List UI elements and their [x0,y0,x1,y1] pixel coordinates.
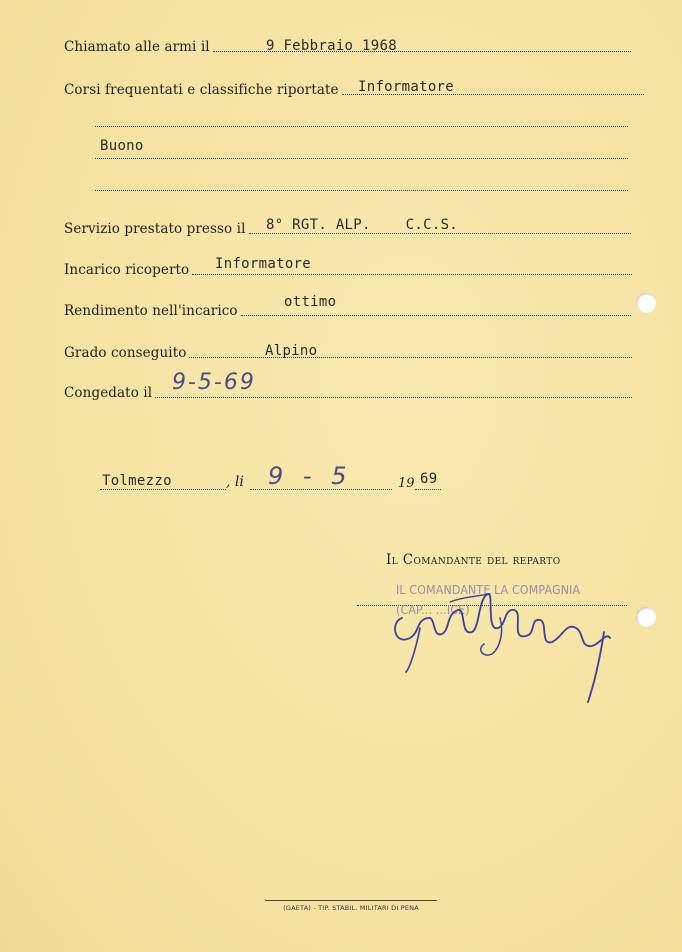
value-grado: Alpino [265,343,318,359]
dotted-line [95,190,628,191]
dotted-line [189,357,632,358]
value-congedato-handwritten: 9-5-69 [172,370,256,395]
value-rendimento: ottimo [284,294,337,310]
field-grado [64,345,632,361]
signature-scribble [380,588,620,708]
stamp-line-1: IL COMANDANTE LA COMPAGNIA [396,582,581,597]
label-grado: Grado conseguito [64,345,187,361]
label-corsi: Corsi frequentati e classifiche riportate [64,82,339,98]
dotted-line [95,126,628,127]
dotted-line [155,397,632,398]
punch-hole [636,607,656,627]
dotted-line [241,315,631,316]
value-corsi-2: Buono [100,138,144,154]
field-rendimento [64,303,631,319]
date-year-suffix: 69 [420,471,438,487]
stamp-line-2: (CAP... ...ICE) [396,602,470,617]
date-year-prefix: 19 [398,476,415,491]
field-congedato [64,385,632,401]
date-place: Tolmezzo [102,473,172,489]
dotted-line [415,489,441,490]
dotted-line [95,158,628,159]
label-servizio: Servizio prestato presso il [64,221,246,237]
field-corsi [64,82,644,98]
label-congedato: Congedato il [64,385,153,401]
dotted-line [249,233,631,234]
label-incarico: Incarico ricoperto [64,262,190,278]
commander-title: Il Comandante del reparto [386,552,561,568]
date-day-month-handwritten: 9 - 5 [268,462,353,490]
value-servizio: 8° RGT. ALP. C.C.S. [266,217,459,233]
label-rendimento: Rendimento nell'incarico [64,303,238,319]
date-li: , li [226,474,244,490]
dotted-line [250,489,392,490]
field-incarico [64,262,632,278]
value-incarico: Informatore [215,256,312,272]
punch-hole [636,293,656,313]
value-corsi: Informatore [358,79,455,95]
dotted-line [192,274,632,275]
printer-footer: (GAETA) - TIP. STABIL. MILITARI DI PENA [265,900,437,912]
value-chiamato: 9 Febbraio 1968 [266,38,397,54]
dotted-line [100,489,226,490]
label-chiamato: Chiamato alle armi il [64,39,210,55]
